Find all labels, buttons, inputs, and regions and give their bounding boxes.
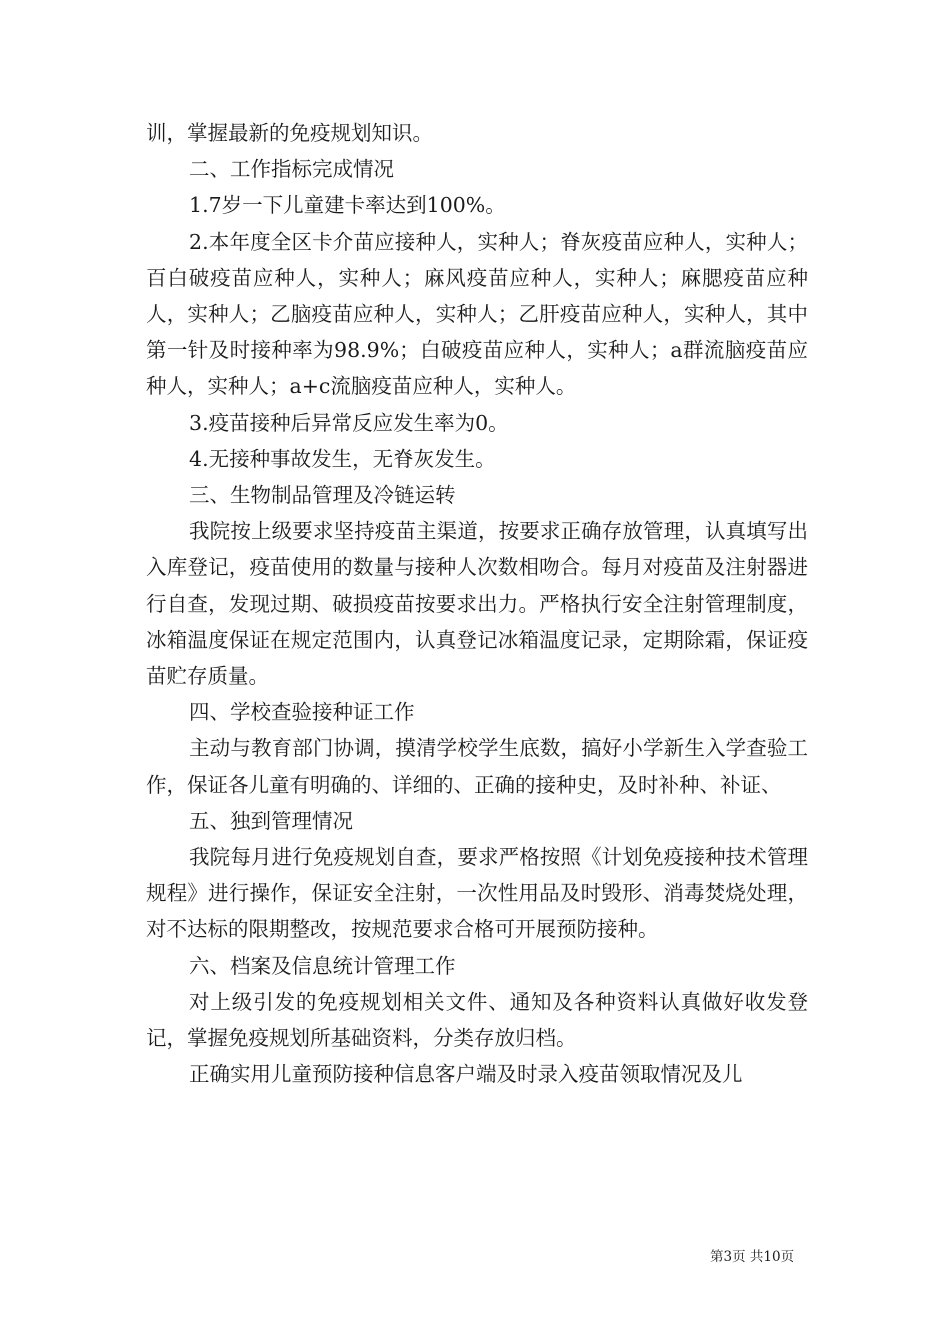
footer-current-page: 3 [723,1249,733,1265]
section-heading-2: 二、工作指标完成情况 [189,157,395,182]
paragraph-client-entry: 正确实用儿童预防接种信息客户端及时录入疫苗领取情况及儿 [189,1062,743,1087]
footer-prefix: 第 [710,1249,724,1265]
paragraph-archives: 对上级引发的免疫规划相关文件、通知及各种资料认真做好收发登记，掌握免疫规划所基础资料，分类存放归档。 [146,989,808,1051]
section-heading-6: 六、档案及信息统计管理工作 [189,953,456,978]
document-body [146,115,808,1092]
list-item-1: 1.7岁一下儿童建卡率达到100%。 [189,193,506,218]
page-footer [710,1245,794,1265]
section-heading-4: 四、学校查验接种证工作 [189,700,415,725]
section-heading-3: 三、生物制品管理及冷链运转 [189,483,456,508]
list-item-3: 3.疫苗接种后异常反应发生率为0。 [189,410,509,435]
footer-suffix: 页 [780,1249,795,1265]
paragraph-storage: 我院按上级要求坚持疫苗主渠道，按要求正确存放管理，认真填写出入库登记，疫苗使用的数量与接种人次数相吻合。每月对疫苗及注射器进行自查，发现过期、破损疫苗按要求出力。严格执行安全注射管理制度，冰箱温度保证在规定范围内，认真登记冰箱温度记录，定期除霜，保证疫苗贮存质量。 [146,519,808,689]
list-item-4: 4.无接种事故发生，无脊灰发生。 [189,446,496,471]
footer-total-pages: 10 [763,1249,781,1265]
list-item-2: 2.本年度全区卡介苗应接种人，实种人；脊灰疫苗应种人，实种人；百白破疫苗应种人，实种人；麻风疫苗应种人，实种人；麻腮疫苗应种人，实种人；乙脑疫苗应种人，实种人；乙肝疫苗应种人，实种人，其中第一针及时接种率为98.9%；白破疫苗应种人，实种人；a群流脑疫苗应种人，实种人；a+c流脑疫苗应种人，实种人。 [146,229,808,399]
paragraph-0: 训，掌握最新的免疫规划知识。 [146,121,433,145]
paragraph-school-check: 主动与教育部门协调，摸清学校学生底数，搞好小学新生入学查验工作，保证各儿童有明确的、详细的、正确的接种史，及时补种、补证、 [146,736,808,797]
footer-middle: 页 共 [732,1249,764,1265]
section-heading-5: 五、独到管理情况 [189,808,354,833]
paragraph-management: 我院每月进行免疫规划自查，要求严格按照《计划免疫接种技术管理规程》进行操作，保证安全注射，一次性用品及时毁形、消毒焚烧处理，对不达标的限期整改，按规范要求合格可开展预防接种。 [146,845,808,942]
